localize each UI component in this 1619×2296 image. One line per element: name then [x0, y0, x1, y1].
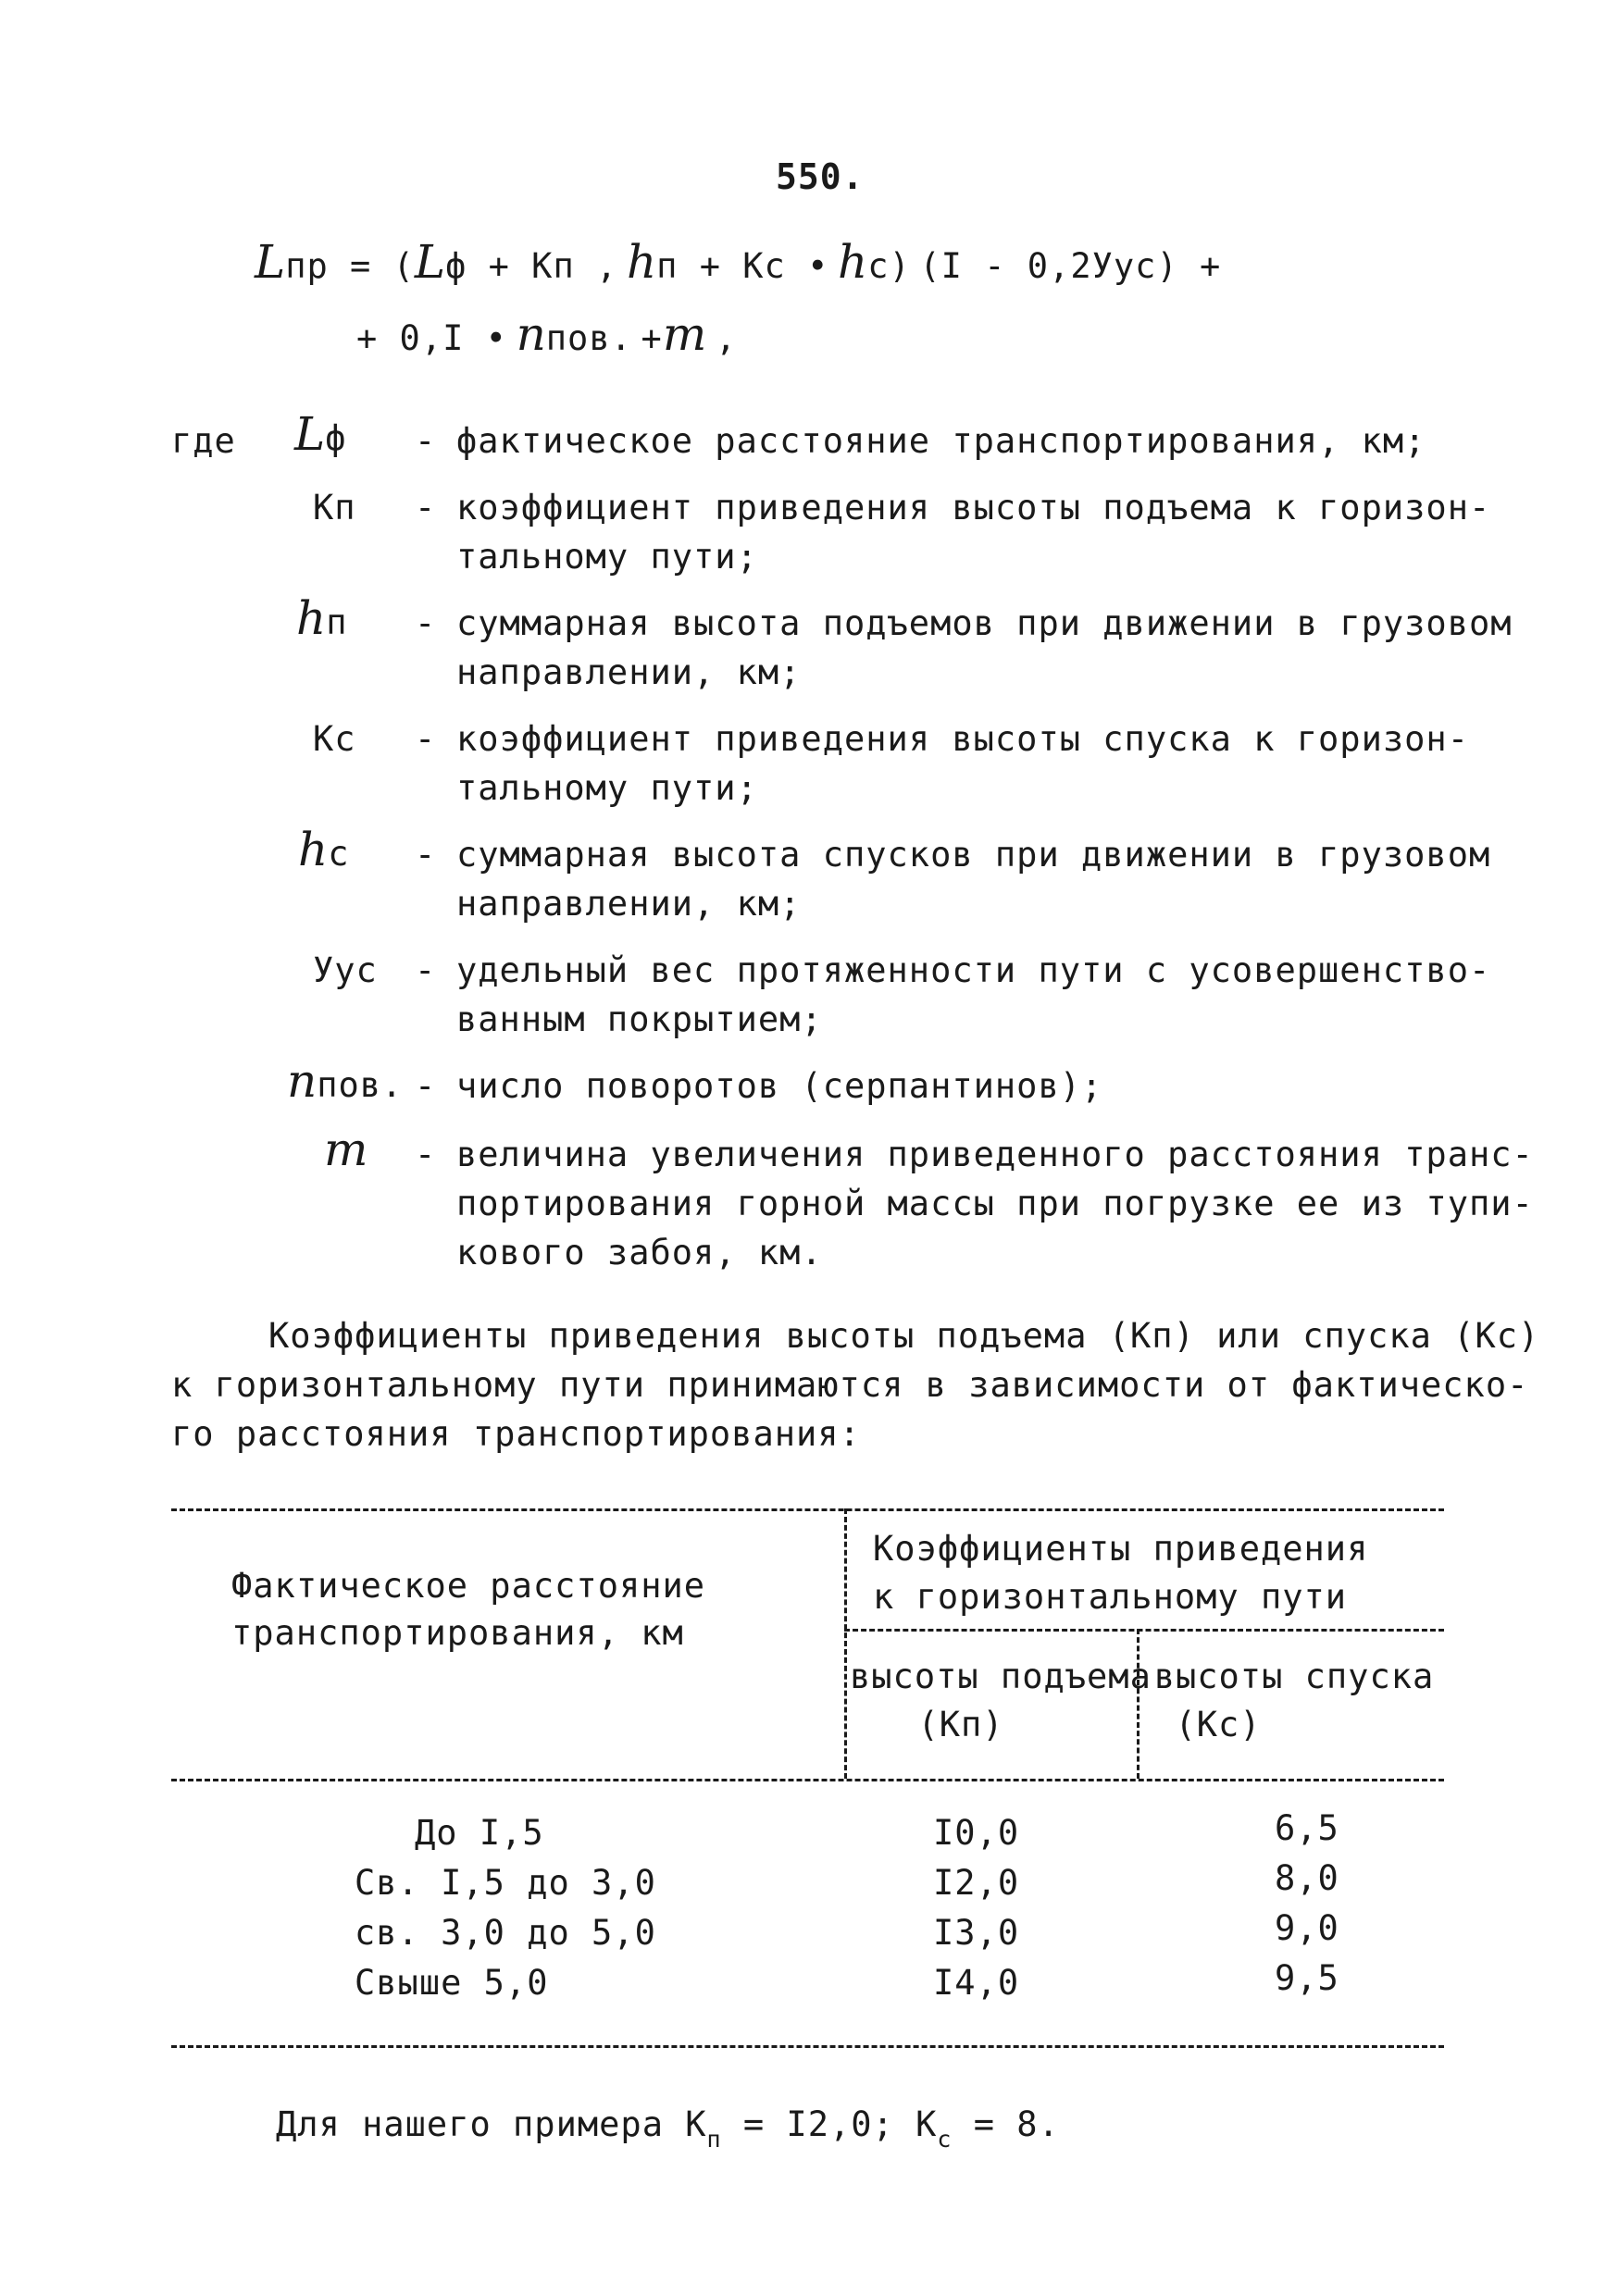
example-middle: = I2,0; К: [721, 2104, 938, 2144]
example-line: [276, 2104, 1060, 2153]
table-header-distance: транспортирования, км: [231, 1613, 684, 1653]
where-label: где: [171, 421, 236, 461]
definition-dash: -: [415, 950, 437, 990]
table-subheader-lift: высоты подъема: [850, 1657, 1152, 1696]
example-suffix: = 8.: [952, 2104, 1060, 2144]
formula-plus-kc: + Кс •: [678, 246, 829, 286]
formula-n-symbol: n: [516, 307, 546, 361]
formula-line-2: [356, 307, 738, 361]
definition-symbol: Кс: [313, 719, 356, 759]
table-header-coefficients: к горизонтальному пути: [873, 1577, 1348, 1617]
formula-l-subscript: пр: [285, 246, 329, 286]
definition-text-line: тальному пути;: [456, 768, 758, 808]
table-cell-kp: I2,0: [933, 1863, 1020, 1903]
definition-dash: -: [415, 603, 437, 643]
formula-line2-start: + 0,I •: [356, 318, 507, 358]
table-header-coefficients: Коэффициенты приведения: [873, 1529, 1369, 1569]
formula-hc-subscript: с): [867, 246, 911, 286]
formula-plus: +: [641, 318, 663, 358]
definition-text-line: коэффициент приведения высоты подъема к горизон-: [456, 488, 1491, 527]
page-number: 550.: [776, 156, 865, 197]
definition-text-line: величина увеличения приведенного расстояния транс-: [456, 1135, 1534, 1174]
definition-text-line: суммарная высота подъемов при движении в грузовом: [456, 603, 1513, 643]
table-rule-header-bottom: [171, 1779, 1444, 1781]
formula-plus-kp: + Кп ,: [467, 246, 618, 286]
paragraph-line: Коэффициенты приведения высоты подъема (Кп) или спуска (Кс): [268, 1316, 1540, 1356]
definition-text-line: кового забоя, км.: [456, 1233, 823, 1272]
table-cell-distance: Св. I,5 до 3,0: [355, 1863, 656, 1903]
example-kc-subscript: с: [937, 2126, 953, 2153]
formula-m-symbol: m: [662, 307, 707, 361]
definition-symbol: Кп: [313, 488, 356, 527]
table-rule-bottom: [171, 2045, 1444, 2048]
formula-tail: (I - 0,2Уус) +: [919, 246, 1222, 286]
table-cell-kc: 9,5: [1275, 1958, 1339, 1998]
formula-comma: ,: [715, 318, 738, 358]
definition-dash: -: [415, 421, 437, 461]
definition-text-line: число поворотов (серпантинов);: [456, 1066, 1103, 1106]
definition-text-line: портирования горной массы при погрузке ее из тупи-: [456, 1184, 1534, 1223]
definition-text-line: тальному пути;: [456, 537, 758, 577]
definition-symbol: hп: [296, 591, 348, 645]
definition-text-line: суммарная высота спусков при движении в грузовом: [456, 835, 1491, 875]
formula-line-1: [255, 235, 1222, 289]
definition-symbol: hс: [298, 823, 350, 876]
table-cell-distance: Свыше 5,0: [355, 1963, 549, 2003]
definition-dash: -: [415, 719, 437, 759]
table-cell-kp: I4,0: [933, 1963, 1020, 2003]
table-cell-kp: I3,0: [933, 1913, 1020, 1953]
table-column-divider: [844, 1508, 847, 1779]
table-cell-kc: 6,5: [1275, 1808, 1339, 1848]
definition-dash: -: [415, 488, 437, 527]
definition-text-line: удельный вес протяженности пути с усовершенство-: [456, 950, 1491, 990]
formula-hc-symbol: h: [838, 235, 868, 289]
table-cell-kp: I0,0: [933, 1813, 1020, 1853]
formula-n-subscript: пов.: [545, 318, 632, 358]
table-header-distance: Фактическое расстояние: [231, 1566, 706, 1606]
definition-dash: -: [415, 1135, 437, 1174]
example-kp-subscript: п: [706, 2126, 722, 2153]
paragraph-line: го расстояния транспортирования:: [171, 1414, 861, 1454]
definition-text-line: фактическое расстояние транспортирования, км;: [456, 421, 1426, 461]
formula-lf-symbol: L: [414, 235, 446, 289]
formula-lf-subscript: ф: [445, 246, 467, 286]
definition-symbol: nпов.: [287, 1054, 404, 1108]
example-prefix: Для нашего примера К: [276, 2104, 707, 2144]
table-rule-subheader: [844, 1629, 1444, 1632]
definition-text-line: коэффициент приведения высоты спуска к горизон-: [456, 719, 1469, 759]
formula-eq-open: = (: [328, 246, 415, 286]
definition-text-line: ванным покрытием;: [456, 999, 823, 1039]
table-cell-distance: св. 3,0 до 5,0: [355, 1913, 656, 1953]
table-rule-top: [171, 1508, 1444, 1511]
definition-symbol: m: [324, 1123, 368, 1176]
paragraph-line: к горизонтальному пути принимаются в зависимости от фактическо-: [171, 1365, 1529, 1405]
table-cell-distance: До I,5: [415, 1813, 544, 1853]
definition-text-line: направлении, км;: [456, 884, 802, 924]
definition-dash: -: [415, 1066, 437, 1106]
table-cell-kc: 8,0: [1275, 1858, 1339, 1898]
definition-symbol: Lф: [294, 407, 347, 461]
table-subcolumn-divider: [1137, 1629, 1140, 1779]
definition-text-line: направлении, км;: [456, 652, 802, 692]
formula-l-symbol: L: [255, 235, 286, 289]
formula-hp-subscript: п: [656, 246, 679, 286]
table-subheader-descent: (Кс): [1175, 1705, 1262, 1744]
formula-hp-symbol: h: [626, 235, 657, 289]
definition-dash: -: [415, 835, 437, 875]
table-subheader-descent: высоты спуска: [1153, 1657, 1435, 1696]
definition-symbol: Уус: [313, 950, 378, 990]
table-subheader-lift: (Кп): [917, 1705, 1004, 1744]
table-cell-kc: 9,0: [1275, 1908, 1339, 1948]
